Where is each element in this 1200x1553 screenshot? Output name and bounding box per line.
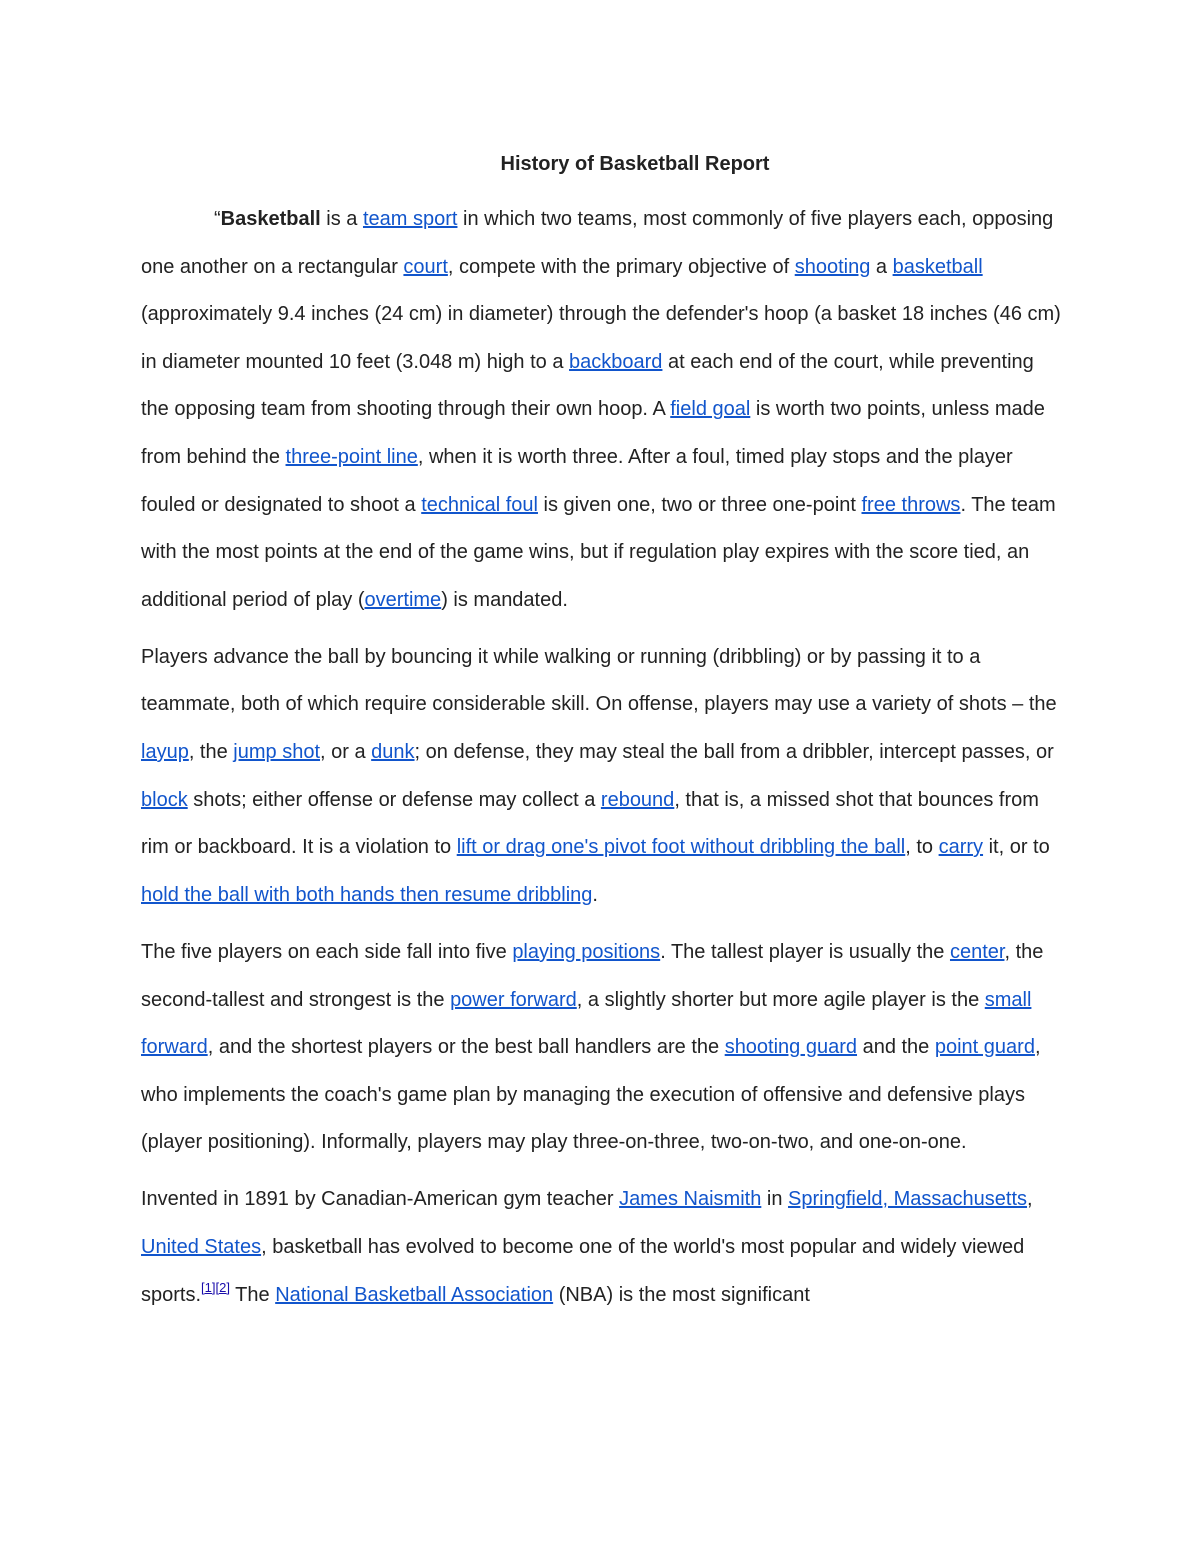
text-run: . The tallest player is usually the — [660, 940, 950, 963]
hyperlink[interactable]: power forward — [450, 988, 577, 1011]
citation — [201, 1280, 215, 1295]
text-run: Players advance the ball by bouncing it while walking or running (dribbling) or by passing it to a teammate, both of which require considerable skill. On offense, players may use a variety of shots – the — [141, 645, 1057, 716]
hyperlink[interactable]: team sport — [362, 208, 458, 230]
text-run: . — [592, 883, 598, 906]
text-run: . The team with the most points at the end of the game wins, but if regulation play expires with the score tied, an additional period of play ( — [141, 493, 1056, 611]
hyperlink[interactable]: dunk — [371, 741, 415, 764]
citation — [216, 1280, 230, 1295]
hyperlink[interactable]: layup — [141, 741, 189, 764]
hyperlink[interactable]: center — [949, 940, 1005, 963]
page-title: History of Basketball Report — [500, 153, 770, 175]
text-run: is a — [320, 208, 363, 230]
hyperlink[interactable]: jump shot — [233, 741, 321, 764]
hyperlink[interactable]: shooting guard — [724, 1036, 858, 1059]
text-run: , that is, a missed shot that bounces from rim or backboard. It is a violation to — [141, 788, 1039, 859]
text-run: “ — [214, 208, 221, 230]
text-run: in which two teams, most commonly of five players each, opposing one another on a rectangular — [141, 208, 1054, 278]
hyperlink[interactable]: overtime — [364, 588, 442, 611]
hyperlink[interactable]: small forward — [141, 988, 1032, 1059]
text-run: , the — [188, 741, 234, 764]
hyperlink[interactable]: backboard — [569, 350, 663, 373]
text-run: , basketball has evolved to become one of the world's most popular and widely viewed sports. — [141, 1235, 1025, 1306]
hyperlink[interactable]: court — [403, 255, 448, 278]
text-run: , compete with the primary objective of — [447, 255, 795, 278]
text-run: ; on defense, they may steal the ball from a dribbler, intercept passes, or — [414, 741, 1054, 764]
document-body — [141, 196, 1066, 1329]
text-run: shots; either offense or defense may collect a — [187, 788, 601, 811]
text-run: , to — [905, 836, 939, 859]
hyperlink[interactable]: free throws — [861, 493, 961, 516]
citation-link[interactable]: [2] — [215, 1279, 230, 1295]
hyperlink[interactable]: carry — [938, 836, 984, 859]
text-run: Invented in 1891 by Canadian-American gym teacher — [141, 1188, 620, 1211]
text-run: , — [1027, 1188, 1033, 1211]
hyperlink[interactable]: lift or drag one's pivot foot without dribbling the ball — [456, 836, 906, 859]
hyperlink[interactable]: technical foul — [421, 493, 538, 516]
text-run: and the — [857, 1036, 935, 1059]
text-run: The five players on each side fall into five — [141, 940, 513, 963]
text-run: at each end of the court, while preventing the opposing team from shooting through their own hoop. A — [141, 350, 1034, 421]
hyperlink[interactable]: basketball — [892, 255, 983, 278]
text-run: The — [229, 1283, 276, 1306]
text-run: in — [761, 1188, 789, 1211]
hyperlink[interactable]: playing positions — [512, 940, 661, 963]
hyperlink[interactable]: United States — [141, 1235, 262, 1258]
text-run: , when it is worth three. After a foul, timed play stops and the player fouled or designated to shoot a — [141, 445, 1013, 516]
paragraph — [141, 634, 1066, 920]
paragraph — [141, 1176, 1066, 1319]
text-run: ) is mandated. — [441, 588, 568, 611]
hyperlink[interactable]: shooting — [794, 255, 871, 278]
text-run: is worth two points, unless made from behind the — [141, 398, 1045, 468]
citation-link[interactable]: [1] — [201, 1279, 216, 1295]
hyperlink[interactable]: hold the ball with both hands then resume dribbling — [141, 883, 593, 906]
hyperlink[interactable]: field goal — [670, 398, 751, 421]
text-run: is given one, two or three one-point — [537, 493, 862, 516]
hyperlink[interactable]: block — [141, 788, 188, 811]
hyperlink[interactable]: National Basketball Association — [275, 1283, 554, 1306]
hyperlink[interactable]: point guard — [934, 1036, 1035, 1059]
hyperlink[interactable]: three-point line — [285, 445, 418, 468]
paragraph — [141, 196, 1066, 624]
hyperlink[interactable]: James Naismith — [619, 1188, 762, 1211]
text-run: (NBA) is the most significant — [553, 1283, 810, 1306]
text-run: , the second-tallest and strongest is the — [141, 940, 1044, 1011]
paragraph — [141, 929, 1066, 1167]
text-run: , a slightly shorter but more agile player is the — [576, 988, 985, 1011]
text-run: , who implements the coach's game plan by managing the execution of offensive and defensive plays (player positioning). Informally, players may play three-on-three, two-on-two, and one-on-one. — [141, 1036, 1041, 1154]
text-run: a — [870, 255, 893, 278]
text-run: it, or to — [983, 836, 1050, 859]
text-run: (approximately 9.4 inches (24 cm) in diameter) through the defender's hoop (a basket 18 inches (46 cm) in diameter mounted 10 feet (3.048 m) high to a — [141, 303, 1061, 373]
hyperlink[interactable]: Springfield, Massachusetts — [788, 1188, 1028, 1211]
text-run: , and the shortest players or the best ball handlers are the — [207, 1036, 725, 1059]
bold-term: Basketball — [220, 208, 321, 230]
text-run: , or a — [320, 741, 372, 764]
hyperlink[interactable]: rebound — [600, 788, 675, 811]
